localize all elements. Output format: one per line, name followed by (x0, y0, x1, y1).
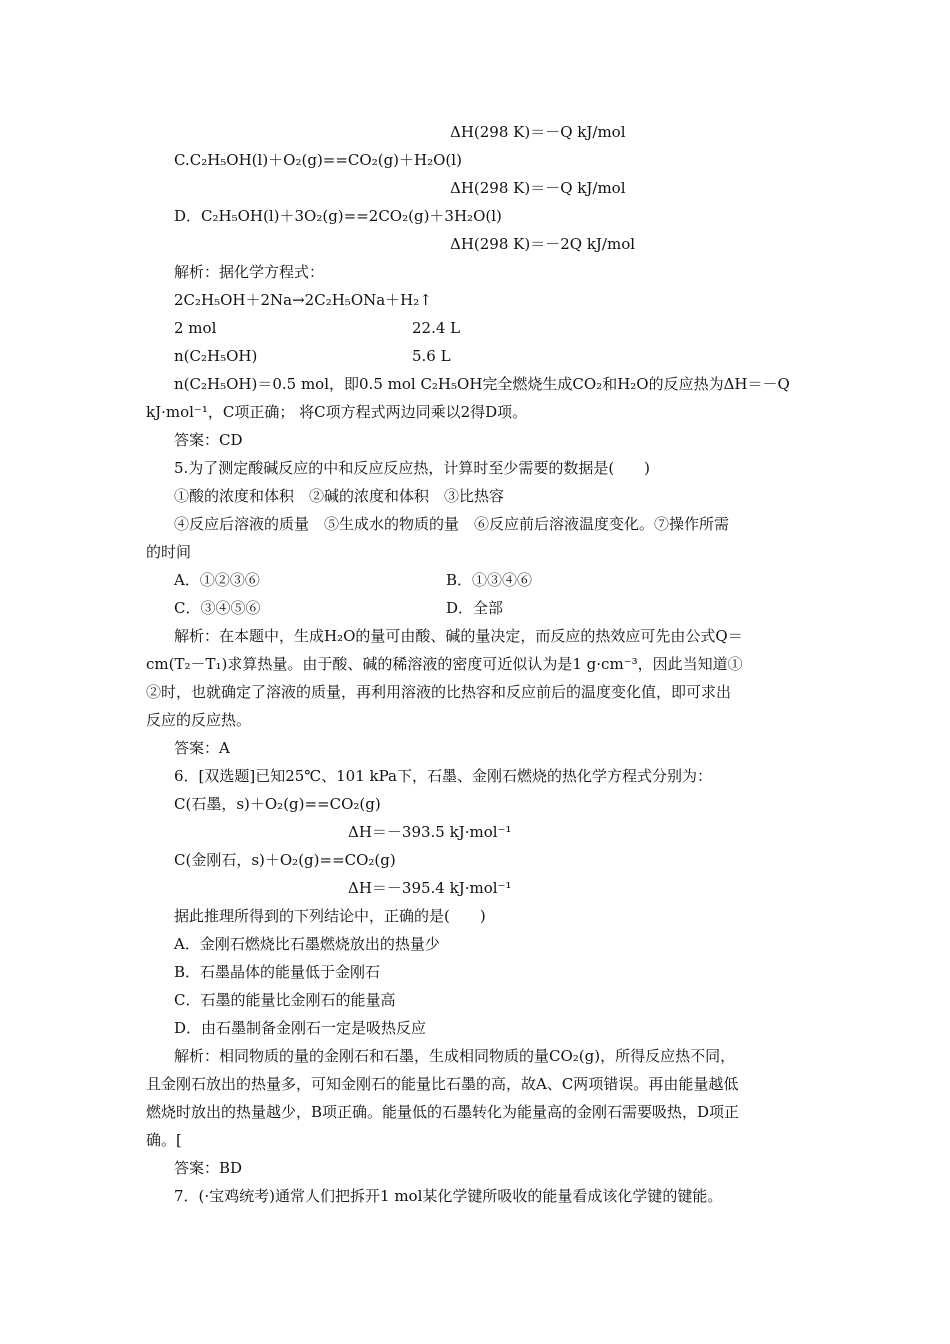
text-line: 燃烧时放出的热量越少，B项正确。能量低的石墨转化为能量高的金刚石需要吸热，D项正 (146, 1103, 740, 1121)
text-line: 解析：据化学方程式： (174, 263, 325, 281)
option-a: A．金刚石燃烧比石墨燃烧放出的热量少 (174, 935, 440, 953)
option-b: B．石墨晶体的能量低于金刚石 (174, 963, 381, 981)
text-line: 的时间 (146, 543, 192, 561)
text-line: 答案：CD (174, 431, 243, 449)
option-a: A．①②③⑥ (174, 571, 260, 589)
text-line: ②时，也就确定了溶液的质量，再利用溶液的比热容和反应前后的温度变化值，即可求出 (146, 683, 732, 701)
text-line: ΔH(298 K)＝－2Q kJ/mol (450, 235, 636, 253)
text-line: ①酸的浓度和体积 ②碱的浓度和体积 ③比热容 (174, 487, 505, 505)
text-line: 22.4 L (412, 319, 461, 337)
question-6: 6．[双选题]已知25℃、101 kPa下，石墨、金刚石燃烧的热化学方程式分别为： (174, 767, 712, 785)
text-line: 据此推理所得到的下列结论中，正确的是( ) (174, 907, 486, 925)
text-line: ΔH＝－395.4 kJ·mol⁻¹ (348, 879, 512, 897)
text-line: ΔH(298 K)＝－Q kJ/mol (450, 123, 626, 141)
text-line: n(C₂H₅OH) (174, 347, 258, 365)
text-line: 答案：BD (174, 1159, 243, 1177)
text-line: 解析：在本题中，生成H₂O的量可由酸、碱的量决定，而反应的热效应可先由公式Q＝ (174, 627, 743, 645)
option-d: D．全部 (446, 599, 504, 617)
text-line: 答案：A (174, 739, 230, 757)
text-line: C(金刚石，s)＋O₂(g)==CO₂(g) (174, 851, 396, 869)
question-7: 7．(·宝鸡统考)通常人们把拆开1 mol某化学键所吸收的能量看成该化学键的键能。 (174, 1187, 723, 1205)
text-line: 且金刚石放出的热量多，可知金刚石的能量比石墨的高，故A、C两项错误。再由能量越低 (146, 1075, 739, 1093)
text-line: kJ·mol⁻¹，C项正确； 将C项方程式两边同乘以2得D项。 (146, 403, 528, 421)
text-line: 反应的反应热。 (146, 711, 252, 729)
text-line: ΔH(298 K)＝－Q kJ/mol (450, 179, 626, 197)
option-d: D．由石墨制备金刚石一定是吸热反应 (174, 1019, 427, 1037)
text-line: n(C₂H₅OH)＝0.5 mol，即0.5 mol C₂H₅OH完全燃烧生成CO₂和H₂O的反应热为ΔH＝－Q (174, 375, 790, 393)
option-b: B．①③④⑥ (446, 571, 533, 589)
text-line: ④反应后溶液的质量 ⑤生成水的物质的量 ⑥反应前后溶液温度变化。⑦操作所需 (174, 515, 730, 533)
text-line: C.C₂H₅OH(l)＋O₂(g)==CO₂(g)＋H₂O(l) (174, 151, 462, 169)
text-line: 2 mol (174, 319, 217, 337)
option-c: C．③④⑤⑥ (174, 599, 261, 617)
text-line: cm(T₂－T₁)求算热量。由于酸、碱的稀溶液的密度可近似认为是1 g·cm⁻³，因此当知道① (146, 655, 743, 673)
text-line: D．C₂H₅OH(l)＋3O₂(g)==2CO₂(g)＋3H₂O(l) (174, 207, 502, 225)
text-line: ΔH＝－393.5 kJ·mol⁻¹ (348, 823, 512, 841)
option-c: C．石墨的能量比金刚石的能量高 (174, 991, 396, 1009)
text-line: C(石墨，s)＋O₂(g)==CO₂(g) (174, 795, 381, 813)
text-line: 确。[ (146, 1131, 182, 1149)
text-line: 5.6 L (412, 347, 451, 365)
text-line: 2C₂H₅OH＋2Na→2C₂H₅ONa＋H₂↑ (174, 291, 432, 309)
text-line: 解析：相同物质的量的金刚石和石墨，生成相同物质的量CO₂(g)，所得反应热不同， (174, 1047, 736, 1065)
question-5: 5.为了测定酸碱反应的中和反应反应热，计算时至少需要的数据是( ) (174, 459, 651, 477)
